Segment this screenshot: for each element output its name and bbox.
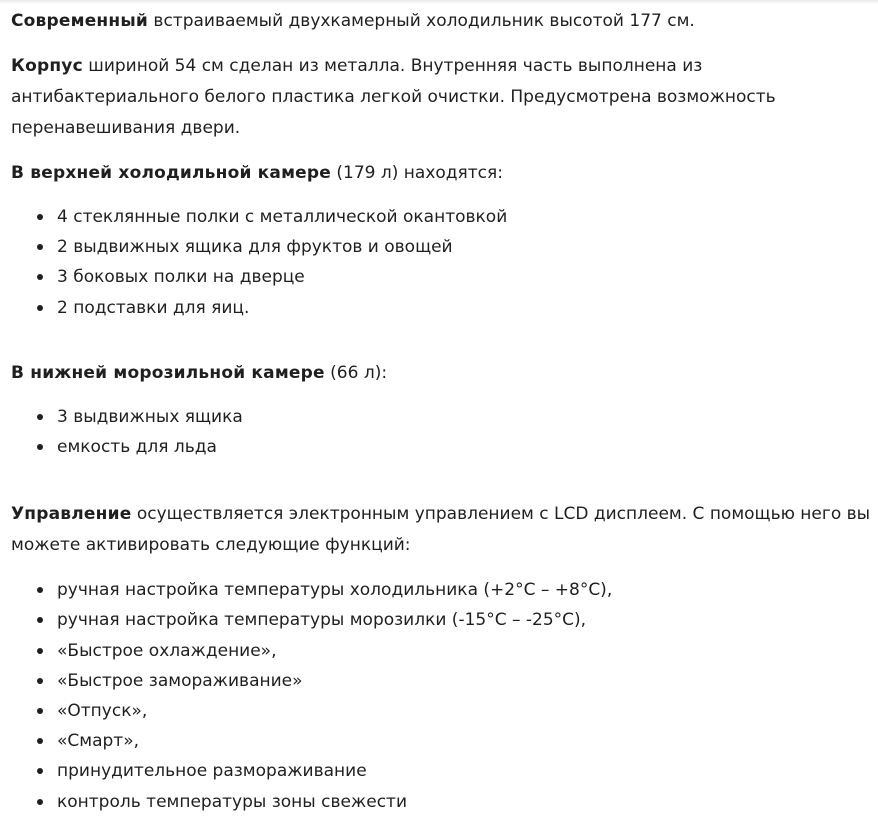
product-description (11, 6, 877, 817)
list-item: емкость для льда (37, 432, 877, 462)
list-item: «Быстрое замораживание» (37, 666, 877, 696)
list-item: ручная настройка температуры холодильника (+2°C – +8°C), (37, 575, 877, 605)
body-paragraph (11, 51, 877, 144)
body-bold: Корпус (11, 56, 83, 76)
freezer-title-text: (66 л): (324, 362, 388, 383)
list-item: «Быстрое охлаждение», (37, 636, 877, 666)
body-text: шириной 54 см сделан из металла. Внутренняя часть выполнена из антибактериального белого пластика легкой очистки. Предусмотрена возможность перенавешивания двери. (11, 56, 776, 138)
fridge-title-text: (179 л) находятся: (331, 163, 503, 183)
freezer-features-list (11, 402, 877, 462)
list-item: ручная настройка температуры морозилки (-15°C – -25°C), (37, 605, 877, 635)
list-item: 3 выдвижных ящика (37, 402, 877, 432)
top-shadow (0, 0, 878, 4)
control-paragraph (11, 499, 877, 561)
control-bold: Управление (11, 504, 132, 525)
list-item: принудительное размораживание (37, 756, 877, 786)
list-item: «Смарт», (37, 726, 877, 756)
intro-bold: Современный (11, 11, 149, 31)
control-functions-list (11, 575, 877, 817)
intro-paragraph (11, 6, 877, 37)
list-item: 3 боковых полки на дверце (37, 262, 877, 292)
intro-text: встраиваемый двухкамерный холодильник высотой 177 см. (148, 11, 695, 31)
list-item: 2 выдвижных ящика для фруктов и овощей (37, 232, 877, 262)
list-item: «Отпуск», (37, 696, 877, 726)
list-item: контроль температуры зоны свежести (37, 787, 877, 817)
freezer-title-bold: В нижней морозильной камере (11, 362, 325, 383)
list-item: 2 подставки для яиц. (37, 293, 877, 323)
freezer-section-title (11, 358, 877, 389)
list-item: 4 стеклянные полки с металлической окантовкой (37, 202, 877, 232)
fridge-title-bold: В верхней холодильной камере (11, 163, 332, 183)
fridge-features-list (11, 202, 877, 323)
fridge-section-title (11, 158, 877, 189)
control-text: осуществляется электронным управлением с LCD дисплеем. С помощью него вы можете активировать следующие функций: (11, 504, 871, 556)
